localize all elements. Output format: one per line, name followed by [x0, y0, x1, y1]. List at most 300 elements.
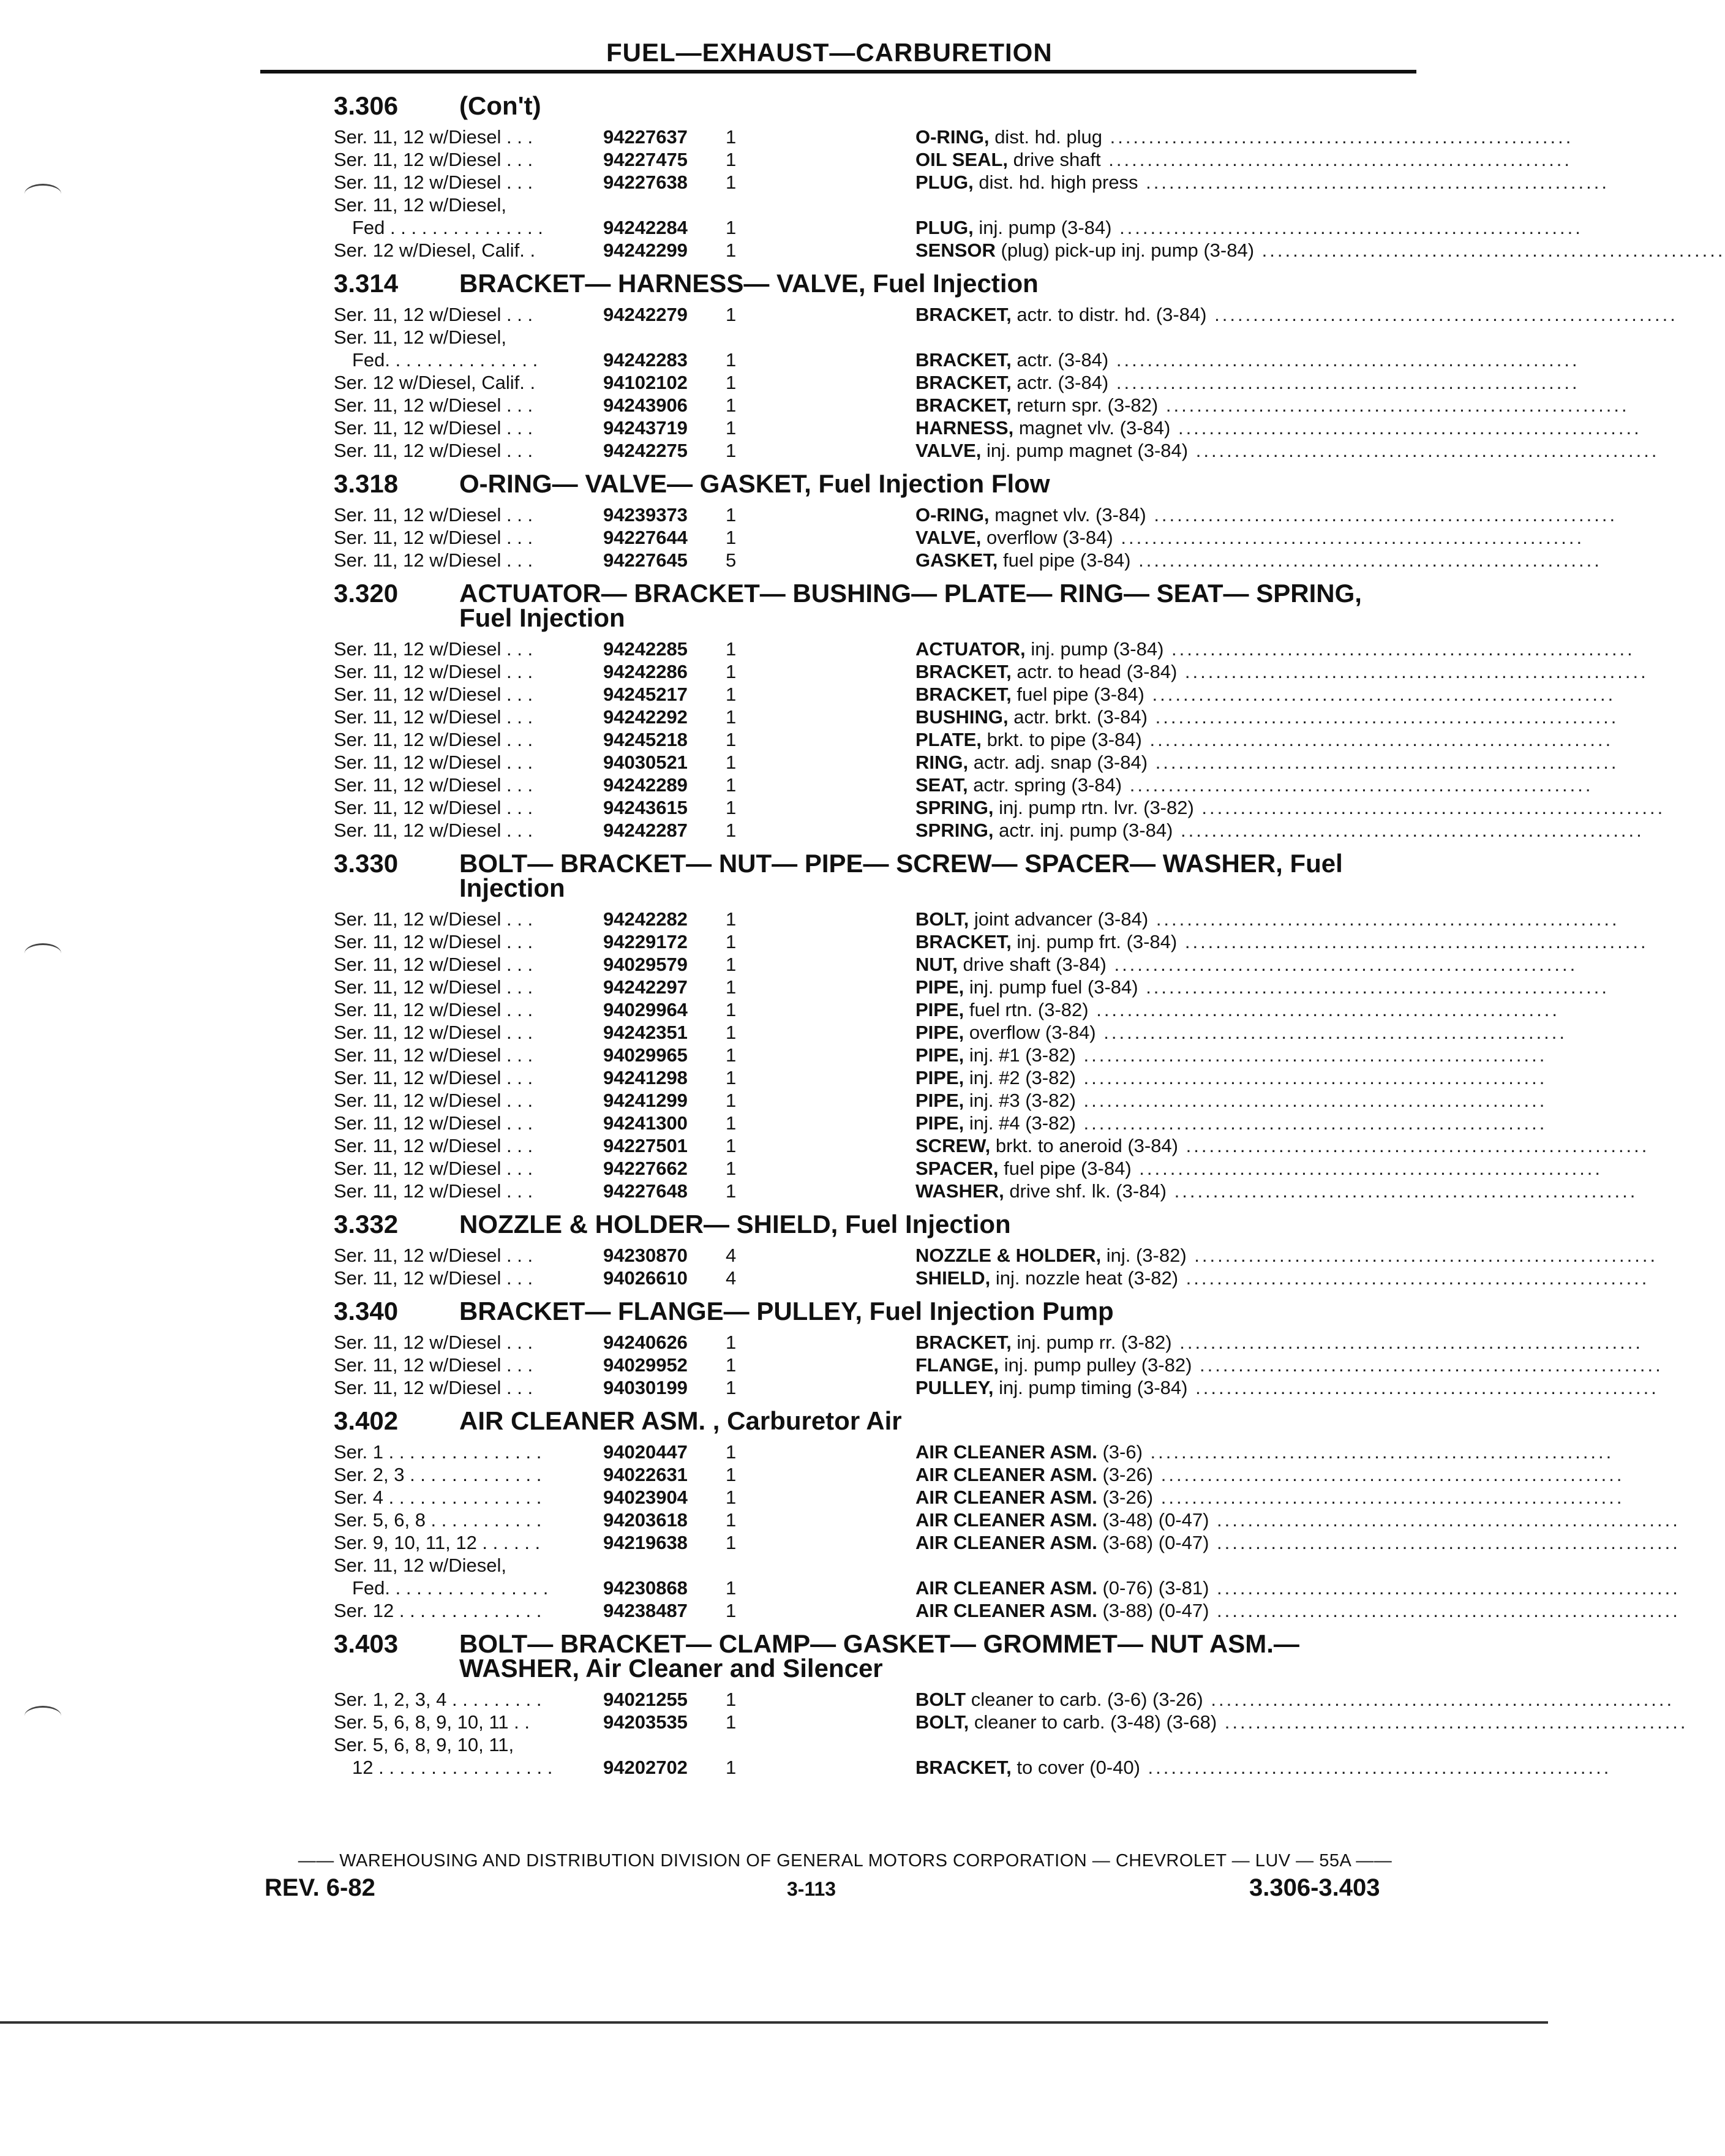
part-row — [334, 819, 1644, 842]
application-cell: Ser. 11, 12 w/Diesel . . . — [334, 1044, 533, 1066]
description-cell — [915, 1441, 1614, 1463]
description-cell — [915, 1577, 1680, 1599]
description-cell — [915, 371, 1580, 394]
leader-dots: ............................................................ — [1075, 1090, 1547, 1111]
description-detail: fuel pipe (3-84) — [1017, 684, 1144, 705]
application-cell: Ser. 11, 12 w/Diesel . . . — [334, 1135, 533, 1156]
description-name: BRACKET, — [915, 661, 1012, 682]
description-name: AIR CLEANER ASM. — [915, 1509, 1097, 1531]
section-3-318 — [334, 469, 1618, 571]
quantity-cell: 1 — [726, 304, 737, 325]
description-name: BRACKET, — [915, 1332, 1012, 1353]
leader-dots: ............................................................ — [1108, 349, 1580, 371]
part-row — [334, 549, 1602, 571]
section-number: 3.318 — [334, 469, 399, 498]
application-cell: Ser. 11, 12 w/Diesel, — [334, 194, 507, 216]
quantity-cell: 1 — [726, 1067, 737, 1088]
part-number-cell: 94203618 — [603, 1509, 688, 1531]
description-cell — [915, 1756, 1611, 1779]
leader-dots: ............................................................ — [1111, 217, 1583, 238]
part-row — [334, 126, 1574, 148]
part-number-cell: 94242287 — [603, 820, 688, 841]
leader-dots: ............................................................ — [1138, 172, 1609, 193]
description-detail: inj. pump rtn. lvr. (3-82) — [999, 797, 1194, 818]
part-row — [334, 1756, 1612, 1779]
binder-hole-mark — [24, 943, 61, 963]
description-detail: (3-26) — [1102, 1487, 1154, 1508]
description-cell — [915, 1021, 1567, 1044]
leader-dots: ............................................................ — [1075, 1112, 1547, 1134]
part-row — [334, 751, 1619, 774]
section-number: 3.403 — [334, 1629, 399, 1658]
leader-dots: ............................................................ — [1142, 1441, 1614, 1463]
part-row — [334, 526, 1585, 549]
part-number-cell: 94242292 — [603, 706, 688, 728]
part-row — [334, 1267, 1650, 1289]
quantity-cell: 1 — [726, 1464, 737, 1485]
part-number-cell: 94243615 — [603, 797, 688, 818]
description-detail: overflow (3-84) — [969, 1022, 1096, 1043]
description-name: SPRING, — [915, 797, 994, 818]
application-cell: Ser. 11, 12 w/Diesel . . . — [334, 931, 533, 952]
description-detail: cleaner to carb. (3-48) (3-68) — [974, 1711, 1217, 1733]
part-number-cell: 94241300 — [603, 1112, 688, 1134]
quantity-cell: 1 — [726, 684, 737, 705]
application-cell: Ser. 12 w/Diesel, Calif. . — [334, 239, 536, 261]
description-name: VALVE, — [915, 440, 982, 461]
part-number-cell: 94227637 — [603, 126, 688, 148]
leader-dots: ............................................................ — [1209, 1509, 1680, 1531]
description-name: PIPE, — [915, 1044, 964, 1066]
application-cell: Ser. 11, 12 w/Diesel . . . — [334, 1245, 533, 1266]
section-heading — [334, 581, 1418, 630]
application-cell: Ser. 11, 12 w/Diesel . . . — [334, 797, 533, 818]
quantity-cell: 1 — [726, 1112, 737, 1134]
leader-dots: ............................................................ — [1088, 999, 1560, 1020]
description-name: GASKET, — [915, 549, 998, 571]
description-detail: cleaner to carb. (3-6) (3-26) — [971, 1689, 1203, 1710]
part-number-cell: 94026610 — [603, 1267, 688, 1289]
part-row — [334, 194, 1418, 216]
description-name: BRACKET, — [915, 372, 1012, 393]
description-cell — [915, 660, 1648, 683]
description-cell — [915, 1044, 1547, 1066]
leader-dots: ............................................................ — [1209, 1532, 1680, 1553]
section-heading — [334, 1212, 1418, 1237]
quantity-cell: 1 — [726, 1090, 737, 1111]
description-cell — [915, 1244, 1658, 1267]
description-detail: inj. (3-82) — [1106, 1245, 1187, 1266]
description-name: PIPE, — [915, 1022, 964, 1043]
scan-edge-rule — [0, 2021, 1548, 2024]
description-name: NUT, — [915, 954, 958, 975]
quantity-cell: 1 — [726, 1180, 737, 1202]
leader-dots: ............................................................ — [1148, 706, 1619, 728]
description-detail: brkt. to pipe (3-84) — [987, 729, 1142, 750]
part-row — [334, 1463, 1625, 1486]
application-cell: Ser. 11, 12 w/Diesel . . . — [334, 504, 533, 526]
footer-page-number: 3-113 — [787, 1878, 836, 1900]
quantity-cell: 1 — [726, 706, 737, 728]
leader-dots: ............................................................ — [1173, 820, 1644, 841]
part-number-cell: 94242282 — [603, 908, 688, 930]
part-row — [334, 998, 1560, 1021]
part-row — [334, 1376, 1659, 1399]
quantity-cell: 1 — [726, 1044, 737, 1066]
part-row — [334, 239, 1725, 262]
application-cell: Ser. 11, 12 w/Diesel . . . — [334, 527, 533, 548]
application-cell: Ser. 5, 6, 8, 9, 10, 11 . . — [334, 1711, 530, 1733]
application-cell: Fed. . . . . . . . . . . . . . . . — [352, 1577, 549, 1599]
section-heading — [334, 851, 1418, 900]
quantity-cell: 1 — [726, 172, 737, 193]
part-number-cell: 94242286 — [603, 661, 688, 682]
description-detail: dist. hd. high press — [979, 172, 1138, 193]
application-cell: Ser. 1 . . . . . . . . . . . . . . . — [334, 1441, 542, 1463]
section-3-330 — [334, 849, 1650, 1202]
description-name: BOLT, — [915, 908, 969, 930]
parts-list — [334, 89, 1725, 1789]
application-cell: Fed . . . . . . . . . . . . . . . — [352, 217, 543, 238]
description-name: BRACKET, — [915, 349, 1012, 371]
part-row — [334, 216, 1583, 239]
section-number: 3.314 — [334, 269, 399, 298]
part-row — [334, 349, 1580, 371]
description-detail: joint advancer (3-84) — [974, 908, 1149, 930]
section-heading — [334, 1406, 1418, 1435]
description-name: BRACKET, — [915, 304, 1012, 325]
quantity-cell: 1 — [726, 1377, 737, 1398]
description-detail: drive shf. lk. (3-84) — [1009, 1180, 1167, 1202]
quantity-cell: 1 — [726, 729, 737, 750]
description-cell — [915, 239, 1725, 262]
leader-dots: ............................................................ — [1148, 908, 1620, 930]
part-number-cell: 94243719 — [603, 417, 688, 439]
quantity-cell: 1 — [726, 954, 737, 975]
description-cell — [915, 1157, 1603, 1180]
description-detail: actr. (3-84) — [1017, 349, 1109, 371]
description-cell — [915, 1376, 1659, 1399]
page-header-title: FUEL—EXHAUST—CARBURETION — [606, 38, 1053, 67]
description-name: SHIELD, — [915, 1267, 991, 1289]
description-cell — [915, 683, 1615, 706]
description-detail: inj. pump rr. (3-82) — [1017, 1332, 1172, 1353]
description-name: AIR CLEANER ASM. — [915, 1600, 1097, 1621]
description-name: O-RING, — [915, 126, 990, 148]
leader-dots: ............................................................ — [1153, 1464, 1625, 1485]
application-cell: Ser. 11, 12 w/Diesel . . . — [334, 1332, 533, 1353]
quantity-cell: 1 — [726, 1689, 737, 1710]
leader-dots: ............................................................ — [1102, 126, 1574, 148]
leader-dots: ............................................................ — [1192, 1354, 1663, 1376]
description-name: O-RING, — [915, 504, 990, 526]
part-number-cell: 94021255 — [603, 1689, 688, 1710]
leader-dots: ............................................................ — [1178, 1267, 1650, 1289]
section-number: 3.332 — [334, 1210, 399, 1238]
section-number: 3.340 — [334, 1297, 399, 1325]
description-cell — [915, 930, 1648, 953]
description-detail: inj. #2 (3-82) — [969, 1067, 1076, 1088]
description-cell — [915, 1180, 1637, 1202]
leader-dots: ............................................................ — [1167, 1180, 1638, 1202]
description-detail: fuel pipe (3-84) — [1004, 1158, 1132, 1179]
leader-dots: ............................................................ — [1075, 1067, 1547, 1088]
description-detail: return spr. (3-82) — [1017, 394, 1159, 416]
part-number-cell: 94029965 — [603, 1044, 688, 1066]
part-number-cell: 94230870 — [603, 1245, 688, 1266]
description-detail: (0-76) (3-81) — [1102, 1577, 1209, 1599]
section-title: ACTUATOR— BRACKET— BUSHING— PLATE— RING— SEAT— SPRING, Fuel Injection — [459, 579, 1362, 632]
part-row — [334, 1134, 1650, 1157]
leader-dots: ............................................................ — [1170, 417, 1642, 439]
description-cell — [915, 1112, 1547, 1134]
leader-dots: ............................................................ — [1141, 729, 1614, 750]
application-cell: Ser. 11, 12 w/Diesel . . . — [334, 1090, 533, 1111]
section-title: BOLT— BRACKET— CLAMP— GASKET— GROMMET— NUT ASM.— WASHER, Air Cleaner and Silencer — [459, 1629, 1299, 1683]
quantity-cell: 1 — [726, 440, 737, 461]
part-number-cell: 94242351 — [603, 1022, 688, 1043]
application-cell: Ser. 12 w/Diesel, Calif. . — [334, 372, 536, 393]
description-name: BOLT, — [915, 1711, 969, 1733]
quantity-cell: 1 — [726, 394, 737, 416]
description-name: PLUG, — [915, 217, 974, 238]
description-cell — [915, 1331, 1643, 1354]
description-detail: (3-6) — [1102, 1441, 1143, 1463]
part-row — [334, 148, 1573, 171]
description-cell — [915, 908, 1620, 930]
leader-dots: ............................................................ — [1130, 549, 1602, 571]
part-number-cell: 94029579 — [603, 954, 688, 975]
part-row — [334, 1531, 1680, 1554]
part-row — [334, 303, 1678, 326]
leader-dots: ............................................................ — [1188, 440, 1659, 461]
application-cell: Ser. 11, 12 w/Diesel . . . — [334, 976, 533, 998]
application-cell: Ser. 11, 12 w/Diesel . . . — [334, 1354, 533, 1376]
part-number-cell: 94243906 — [603, 394, 688, 416]
leader-dots: ............................................................ — [1187, 1377, 1659, 1398]
leader-dots: ............................................................ — [1209, 1600, 1680, 1621]
quantity-cell: 1 — [726, 1332, 737, 1353]
footer-division: —— WAREHOUSING AND DISTRIBUTION DIVISION OF GENERAL MOTORS CORPORATION — CHEVROLET — LUV — 55A —— — [298, 1851, 1392, 1871]
description-detail: inj. #4 (3-82) — [969, 1112, 1076, 1134]
description-cell — [915, 303, 1678, 326]
application-cell: Ser. 11, 12 w/Diesel . . . — [334, 661, 533, 682]
description-cell — [915, 394, 1629, 417]
description-cell — [915, 1711, 1688, 1733]
part-number-cell: 94240626 — [603, 1332, 688, 1353]
quantity-cell: 1 — [726, 1577, 737, 1599]
leader-dots: ............................................................ — [1206, 304, 1678, 325]
application-cell: Ser. 11, 12 w/Diesel . . . — [334, 1180, 533, 1202]
description-detail: inj. pump (3-84) — [1031, 638, 1164, 660]
section-3-320 — [334, 579, 1666, 842]
description-cell — [915, 638, 1635, 660]
part-row — [334, 638, 1635, 660]
part-row — [334, 660, 1648, 683]
application-cell: Ser. 12 . . . . . . . . . . . . . . — [334, 1600, 542, 1621]
part-number-cell: 94203535 — [603, 1711, 688, 1733]
description-name: AIR CLEANER ASM. — [915, 1464, 1097, 1485]
section-title: BOLT— BRACKET— NUT— PIPE— SCREW— SPACER— WASHER, Fuel Injection — [459, 849, 1343, 902]
part-number-cell: 94102102 — [603, 372, 688, 393]
description-name: AIR CLEANER ASM. — [915, 1577, 1097, 1599]
description-detail: to cover (0-40) — [1017, 1757, 1140, 1778]
leader-dots: ............................................................ — [1138, 976, 1609, 998]
description-cell — [915, 1066, 1547, 1089]
part-row — [334, 417, 1642, 439]
description-cell — [915, 1599, 1680, 1622]
application-cell: Ser. 11, 12 w/Diesel . . . — [334, 820, 533, 841]
leader-dots: ............................................................ — [1177, 661, 1648, 682]
description-name: HARNESS, — [915, 417, 1014, 439]
description-cell — [915, 1134, 1649, 1157]
part-number-cell: 94230868 — [603, 1577, 688, 1599]
quantity-cell: 1 — [726, 1022, 737, 1043]
part-row — [334, 1021, 1568, 1044]
section-number: 3.320 — [334, 579, 399, 608]
quantity-cell: 1 — [726, 417, 737, 439]
description-name: PLATE, — [915, 729, 982, 750]
description-cell — [915, 819, 1644, 842]
part-number-cell: 94202702 — [603, 1757, 688, 1778]
leader-dots: ............................................................ — [1148, 752, 1619, 773]
part-row — [334, 1331, 1644, 1354]
part-number-cell: 94227638 — [603, 172, 688, 193]
binder-hole-mark — [24, 184, 61, 204]
part-number-cell: 94241298 — [603, 1067, 688, 1088]
description-cell — [915, 148, 1572, 171]
quantity-cell: 1 — [726, 126, 737, 148]
footer-section-range: 3.306-3.403 — [1249, 1874, 1380, 1901]
quantity-cell: 1 — [726, 661, 737, 682]
part-row — [334, 728, 1614, 751]
leader-dots: ............................................................ — [1144, 684, 1616, 705]
description-cell — [915, 796, 1665, 819]
section-number: 3.306 — [334, 91, 399, 120]
application-cell: Ser. 4 . . . . . . . . . . . . . . . — [334, 1487, 542, 1508]
leader-dots: ............................................................ — [1163, 638, 1635, 660]
part-number-cell: 94022631 — [603, 1464, 688, 1485]
application-cell: Ser. 11, 12 w/Diesel . . . — [334, 954, 533, 975]
description-detail: actr. (3-84) — [1017, 372, 1109, 393]
quantity-cell: 1 — [726, 1711, 737, 1733]
description-name: VALVE, — [915, 527, 982, 548]
description-name: AIR CLEANER ASM. — [915, 1441, 1097, 1463]
leader-dots: ............................................................ — [1203, 1689, 1675, 1710]
part-row — [334, 1599, 1680, 1622]
leader-dots: ............................................................ — [1146, 504, 1618, 526]
part-number-cell: 94023904 — [603, 1487, 688, 1508]
description-name: BRACKET, — [915, 931, 1012, 952]
section-title: NOZZLE & HOLDER— SHIELD, Fuel Injection — [459, 1210, 1011, 1238]
part-number-cell: 94241299 — [603, 1090, 688, 1111]
description-detail: drive shaft — [1013, 149, 1101, 170]
quantity-cell: 1 — [726, 638, 737, 660]
description-cell — [915, 171, 1609, 194]
quantity-cell: 1 — [726, 931, 737, 952]
part-row — [334, 1509, 1680, 1531]
application-cell: Ser. 11, 12 w/Diesel . . . — [334, 706, 533, 728]
part-number-cell: 94020447 — [603, 1441, 688, 1463]
description-detail: actr. adj. snap (3-84) — [973, 752, 1148, 773]
description-cell — [915, 349, 1580, 371]
part-row — [334, 1733, 1418, 1756]
description-name: SPACER, — [915, 1158, 999, 1179]
description-cell — [915, 1688, 1674, 1711]
description-name: PIPE, — [915, 1090, 964, 1111]
description-detail: actr. to distr. hd. (3-84) — [1017, 304, 1207, 325]
header-rule — [260, 70, 1416, 74]
description-detail: actr. brkt. (3-84) — [1013, 706, 1148, 728]
part-row — [334, 1711, 1688, 1733]
quantity-cell: 1 — [726, 527, 737, 548]
binder-hole-mark — [24, 1706, 61, 1726]
leader-dots: ............................................................ — [1153, 1487, 1625, 1508]
application-cell: Ser. 11, 12 w/Diesel . . . — [334, 1022, 533, 1043]
description-detail: fuel pipe (3-84) — [1002, 549, 1131, 571]
description-detail: (3-26) — [1102, 1464, 1154, 1485]
description-cell — [915, 728, 1613, 751]
application-cell: Ser. 11, 12 w/Diesel . . . — [334, 729, 533, 750]
application-cell: Ser. 11, 12 w/Diesel . . . — [334, 1267, 533, 1289]
quantity-cell: 1 — [726, 820, 737, 841]
description-name: BUSHING, — [915, 706, 1009, 728]
part-number-cell: 94227501 — [603, 1135, 688, 1156]
part-row — [334, 683, 1616, 706]
part-row — [334, 1044, 1547, 1066]
part-number-cell: 94242297 — [603, 976, 688, 998]
description-name: SPRING, — [915, 820, 994, 841]
part-number-cell: 94219638 — [603, 1532, 688, 1553]
description-cell — [915, 706, 1618, 728]
application-cell: Ser. 11, 12 w/Diesel . . . — [334, 908, 533, 930]
description-cell — [915, 1267, 1649, 1289]
application-cell: Ser. 11, 12 w/Diesel . . . — [334, 172, 533, 193]
description-cell — [915, 216, 1583, 239]
quantity-cell: 1 — [726, 976, 737, 998]
description-name: PIPE, — [915, 1112, 964, 1134]
section-heading — [334, 91, 1418, 120]
description-cell — [915, 998, 1560, 1021]
part-row — [334, 394, 1629, 417]
description-name: WASHER, — [915, 1180, 1004, 1202]
part-row — [334, 1688, 1675, 1711]
section-title: AIR CLEANER ASM. , Carburetor Air — [459, 1406, 902, 1435]
description-detail: brkt. to aneroid (3-84) — [995, 1135, 1179, 1156]
quantity-cell: 1 — [726, 149, 737, 170]
application-cell: Ser. 11, 12 w/Diesel . . . — [334, 304, 533, 325]
application-cell: Ser. 11, 12 w/Diesel . . . — [334, 126, 533, 148]
description-detail: inj. pump timing (3-84) — [999, 1377, 1188, 1398]
part-number-cell: 94242299 — [603, 239, 688, 261]
quantity-cell: 1 — [726, 1757, 737, 1778]
part-row — [334, 1244, 1658, 1267]
description-cell — [915, 953, 1577, 976]
description-detail: actr. spring (3-84) — [973, 774, 1122, 796]
description-detail: (3-88) (0-47) — [1102, 1600, 1209, 1621]
description-cell — [915, 1486, 1625, 1509]
application-cell: Ser. 11, 12 w/Diesel . . . — [334, 774, 533, 796]
quantity-cell: 1 — [726, 797, 737, 818]
application-cell: Fed. . . . . . . . . . . . . . . — [352, 349, 538, 371]
part-number-cell: 94030521 — [603, 752, 688, 773]
description-detail: inj. pump fuel (3-84) — [969, 976, 1138, 998]
section-title: BRACKET— FLANGE— PULLEY, Fuel Injection Pump — [459, 1297, 1114, 1325]
part-row — [334, 1180, 1638, 1202]
quantity-cell: 1 — [726, 372, 737, 393]
section-3-340 — [334, 1297, 1663, 1399]
leader-dots: ............................................................ — [1122, 774, 1593, 796]
